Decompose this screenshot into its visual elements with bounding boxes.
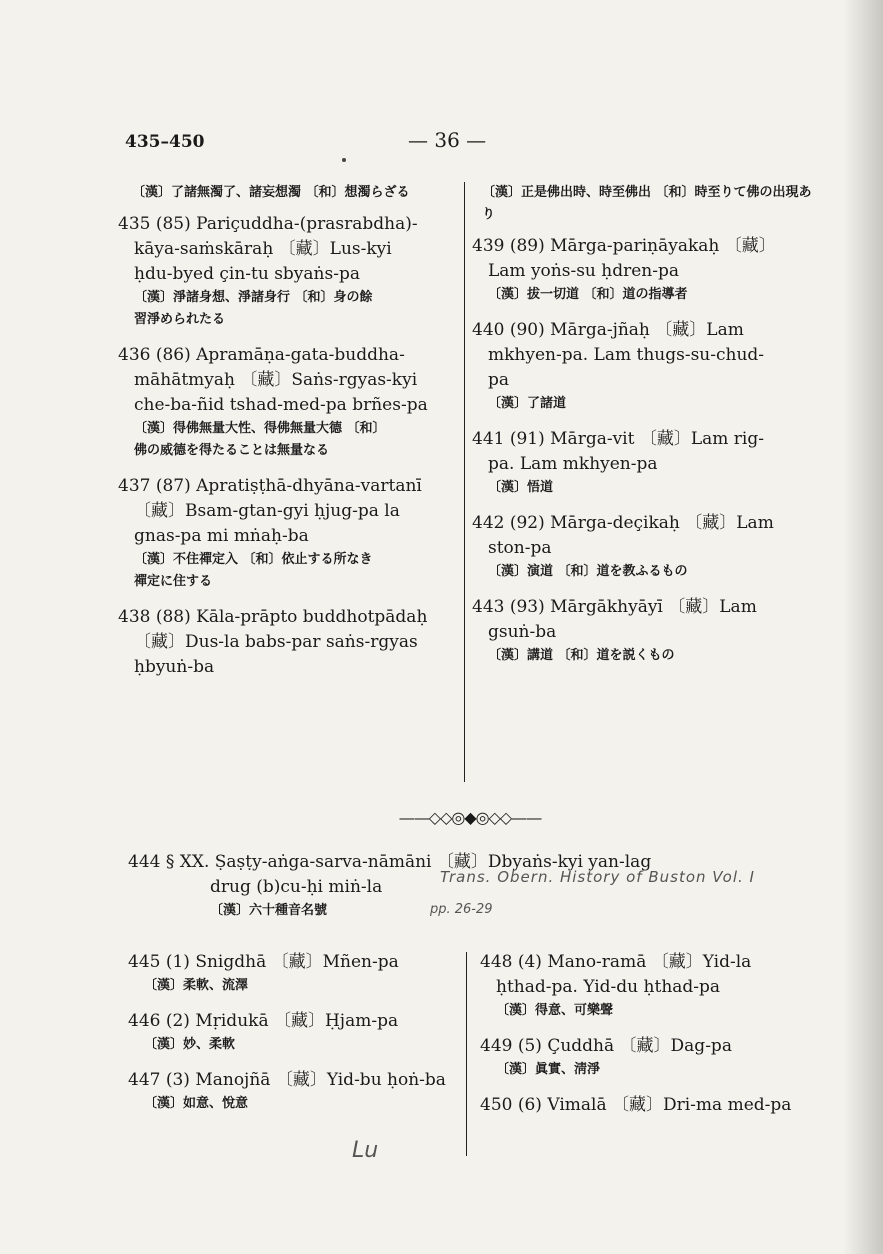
entry-head: 437 (87) Apratiṣṭhā-dhyāna-vartanī — [118, 476, 422, 496]
entry-449 — [480, 1034, 820, 1081]
entry-cont: mkhyen-pa. Lam thugs-su-chud- — [488, 345, 765, 365]
entry-443 — [472, 595, 812, 667]
entry-note: 習淨められたる — [134, 312, 226, 327]
handwritten-pages: pp. 26-29 — [430, 902, 493, 917]
entry-440 — [472, 318, 812, 415]
entry-435 — [118, 212, 456, 331]
entry-head: 442 (92) Mārga-deçikaḥ 〔藏〕Lam — [472, 513, 774, 533]
entry-note: 〔漢〕得佛無量大性、得佛無量大德 〔和〕 — [134, 421, 386, 436]
section-note: 〔漢〕六十種音名號 — [210, 903, 328, 918]
entry-450 — [480, 1093, 820, 1118]
entry-cont: kāya-saṁskāraḥ 〔藏〕Lus-kyi — [134, 239, 392, 259]
entry-note: 〔漢〕了諸道 — [488, 396, 567, 411]
entry-note: 禪定に住する — [134, 574, 213, 589]
entry-448 — [480, 950, 820, 1022]
column-divider-top — [464, 182, 465, 782]
entry-head: 448 (4) Mano-ramā 〔藏〕Yid-la — [480, 952, 752, 972]
entry-cont: ḥdu-byed çin-tu sbyaṅs-pa — [134, 264, 360, 284]
entry-note: 〔漢〕妙、柔軟 — [144, 1037, 236, 1052]
entry-cont: ston-pa — [488, 538, 552, 558]
entry-cont: māhātmyaḥ 〔藏〕Saṅs-rgyas-kyi — [134, 370, 418, 390]
entry-note: 〔漢〕眞實、淸淨 — [496, 1062, 601, 1077]
entry-note: 〔漢〕淨諸身想、淨諸身行 〔和〕身の餘 — [134, 290, 373, 305]
handwritten-mark: Lu — [352, 1138, 379, 1163]
entry-cont: ḥbyuṅ-ba — [134, 657, 215, 677]
entry-cont: pa. Lam mkhyen-pa — [488, 454, 658, 474]
entry-note: 〔漢〕得意、可樂聲 — [496, 1003, 614, 1018]
entry-cont: che-ba-ñid tshad-med-pa brñes-pa — [134, 395, 428, 415]
bottom-left-column — [128, 950, 458, 1127]
entry-cont: pa — [488, 370, 510, 390]
entry-cont: ḥthad-pa. Yid-du ḥthad-pa — [496, 977, 721, 997]
entry-446 — [128, 1009, 458, 1056]
right-top-note: 〔漢〕正是佛出時、時至佛出 〔和〕時至りて佛の出現あり — [482, 185, 812, 222]
entry-head: 449 (5) Çuddhā 〔藏〕Dag-pa — [480, 1036, 732, 1056]
entry-447 — [128, 1068, 458, 1115]
ink-dot — [342, 158, 346, 162]
right-column — [472, 182, 812, 679]
section-cont: drug (b)cu-ḥi miṅ-la — [210, 877, 383, 897]
section-head: 444 § XX. Ṣaṣṭy-aṅga-sarva-nāmāni 〔藏〕Dbyaṅs-kyi yan-lag — [128, 852, 652, 872]
entry-note: 〔漢〕如意、悅意 — [144, 1096, 249, 1111]
section-ornament: ——◇◇◎◆◎◇◇—— — [398, 808, 542, 827]
entry-cont: 〔藏〕Bsam-gtan-gyi ḥjug-pa la — [134, 501, 400, 521]
left-top-note: 〔漢〕了諸無濁了、諸妄想濁 〔和〕想濁らざる — [132, 185, 410, 200]
entry-441 — [472, 427, 812, 499]
entry-note: 〔漢〕講道 〔和〕道を説くもの — [488, 648, 675, 663]
entry-head: 438 (88) Kāla-prāpto buddhotpādaḥ — [118, 607, 428, 627]
entry-437 — [118, 474, 456, 593]
entry-439 — [472, 234, 812, 306]
entry-head: 435 (85) Pariçuddha-(prasrabdha)- — [118, 214, 418, 234]
entry-note: 〔漢〕不住禪定入 〔和〕依止する所なき — [134, 552, 373, 567]
left-column — [118, 182, 456, 692]
entry-head: 436 (86) Apramāṇa-gata-buddha- — [118, 345, 405, 365]
entry-head: 439 (89) Mārga-pariṇāyakaḥ 〔藏〕 — [472, 236, 776, 256]
entry-442 — [472, 511, 812, 583]
entry-note: 〔漢〕悟道 — [488, 480, 554, 495]
page-range: 435–450 — [125, 132, 205, 152]
handwritten-note: Trans. Obern. History of Buston Vol. I — [440, 868, 755, 886]
entry-cont: 〔藏〕Dus-la babs-par saṅs-rgyas — [134, 632, 418, 652]
entry-cont: gsuṅ-ba — [488, 622, 557, 642]
entry-head: 447 (3) Manojñā 〔藏〕Yid-bu ḥoṅ-ba — [128, 1070, 446, 1090]
entry-note: 〔漢〕柔軟、流澤 — [144, 978, 249, 993]
entry-438 — [118, 605, 456, 680]
entry-436 — [118, 343, 456, 462]
entry-head: 441 (91) Mārga-vit 〔藏〕Lam rig- — [472, 429, 764, 449]
entry-head: 440 (90) Mārga-jñaḥ 〔藏〕Lam — [472, 320, 744, 340]
entry-head: 446 (2) Mṛidukā 〔藏〕Ḥjam-pa — [128, 1011, 399, 1031]
entry-head: 445 (1) Snigdhā 〔藏〕Mñen-pa — [128, 952, 399, 972]
entry-note: 〔漢〕演道 〔和〕道を教ふるもの — [488, 564, 688, 579]
entry-445 — [128, 950, 458, 997]
column-divider-bottom — [466, 952, 467, 1156]
page-number: — 36 — — [408, 128, 487, 152]
entry-cont: gnas-pa mi mṅaḥ-ba — [134, 526, 309, 546]
entry-note: 佛の威德を得たることは無量なる — [134, 443, 330, 458]
entry-cont: Lam yoṅs-su ḥdren-pa — [488, 261, 680, 281]
page-edge-shadow — [843, 0, 883, 1254]
bottom-right-column — [480, 950, 820, 1130]
entry-head: 443 (93) Mārgākhyāyī 〔藏〕Lam — [472, 597, 757, 617]
entry-head: 450 (6) Vimalā 〔藏〕Dri-ma med-pa — [480, 1095, 792, 1115]
entry-note: 〔漢〕拔一切道 〔和〕道の指導者 — [488, 287, 688, 302]
